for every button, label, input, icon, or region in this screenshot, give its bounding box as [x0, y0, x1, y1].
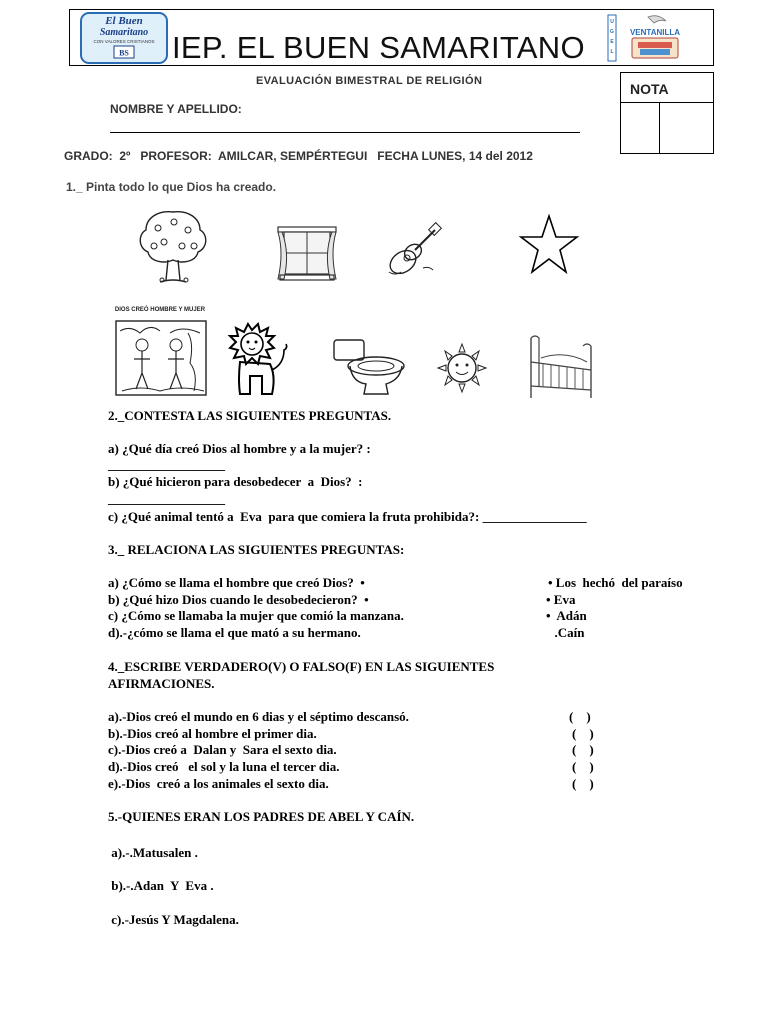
question-4-item-c: c).-Dios creó a Dalan y Sara el sexto dia.: [108, 742, 337, 757]
question-3-right-4[interactable]: .Caín: [548, 625, 585, 640]
question-5-option-c[interactable]: c).-Jesús Y Magdalena.: [108, 912, 239, 927]
star-icon[interactable]: [519, 212, 579, 276]
window-icon[interactable]: [276, 225, 338, 283]
name-answer-line[interactable]: [110, 132, 580, 133]
grade-teacher-date-line: GRADO: 2º PROFESOR: AMILCAR, SEMPÉRTEGUI FECHA LUNES, 14 del 2012: [64, 149, 533, 163]
question-2a-answer-line[interactable]: __________________: [108, 457, 225, 472]
question-4-mark-e[interactable]: ( ): [572, 776, 594, 791]
name-label: NOMBRE Y APELLIDO:: [110, 102, 242, 116]
question-2-title: 2._CONTESTA LAS SIGUIENTES PREGUNTAS.: [108, 408, 392, 423]
lion-icon[interactable]: [218, 320, 290, 400]
logo-text-3: CON VALORES CRISTIANOS: [93, 39, 155, 44]
toilet-icon[interactable]: [330, 336, 410, 398]
school-logo-left: [80, 12, 168, 64]
adam-eve-icon[interactable]: [110, 303, 210, 399]
logo-text-4: BS: [119, 48, 129, 58]
question-4-mark-c[interactable]: ( ): [572, 742, 594, 757]
svg-text:U: U: [610, 19, 614, 25]
question-3-title: 3._ RELACIONA LAS SIGUIENTES PREGUNTAS:: [108, 542, 405, 557]
school-logo-right: [600, 11, 710, 65]
question-1-prompt: 1._ Pinta todo lo que Dios ha creado.: [66, 180, 277, 194]
question-3-left-c: c) ¿Cómo se llamaba la mujer que comió la manzana.: [108, 608, 404, 623]
logo-text-2: Samaritano: [99, 27, 149, 38]
question-4-mark-b[interactable]: ( ): [572, 726, 594, 741]
exam-title: EVALUACIÓN BIMESTRAL DE RELIGIÓN: [256, 75, 483, 87]
svg-text:L: L: [610, 49, 614, 55]
question-2b: b) ¿Qué hicieron para desobedecer a Dios? :: [108, 474, 363, 489]
question-3-left-d: d).-¿cómo se llama el que mató a su hermano.: [108, 625, 361, 640]
adam-eve-caption: DIOS CREÓ HOMBRE Y MUJER: [114, 307, 206, 313]
question-2c: c) ¿Qué animal tentó a Eva para que comiera la fruta prohibida?: ________________: [108, 509, 587, 524]
question-4-title-line2: AFIRMACIONES.: [108, 676, 215, 691]
crib-icon[interactable]: [525, 332, 597, 402]
question-4-mark-a[interactable]: ( ): [569, 709, 591, 724]
guitar-icon[interactable]: [383, 222, 443, 278]
question-3-left-b: b) ¿Qué hizo Dios cuando le desobedecieron? •: [108, 592, 369, 607]
logo-text-1: El Buen: [105, 15, 143, 27]
question-4-item-a: a).-Dios creó el mundo en 6 dias y el séptimo descansó.: [108, 709, 409, 724]
grade-box-column-divider: [659, 102, 660, 154]
question-4-item-b: b).-Dios creó al hombre el primer dia.: [108, 726, 317, 741]
question-3-right-3[interactable]: • Adán: [546, 608, 587, 623]
sun-icon[interactable]: [432, 340, 492, 396]
school-title: IEP. EL BUEN SAMARITANO: [172, 30, 585, 65]
question-4-item-d: d).-Dios creó el sol y la luna el tercer dia.: [108, 759, 340, 774]
question-2b-answer-line[interactable]: __________________: [108, 491, 225, 506]
question-5-option-a[interactable]: a).-.Matusalen .: [108, 845, 198, 860]
question-4-title-line1: 4._ESCRIBE VERDADERO(V) O FALSO(F) EN LAS SIGUIENTES: [108, 659, 495, 674]
question-3-right-1[interactable]: • Los hechó del paraíso: [548, 575, 683, 590]
svg-text:E: E: [610, 39, 614, 45]
grade-label: NOTA: [630, 81, 669, 97]
question-4-mark-d[interactable]: ( ): [572, 759, 594, 774]
question-2a: a) ¿Qué día creó Dios al hombre y a la mujer? :: [108, 441, 371, 456]
question-4-item-e: e).-Dios creó a los animales el sexto dia.: [108, 776, 329, 791]
logo-right-label: VENTANILLA: [629, 28, 681, 37]
tree-icon[interactable]: [134, 206, 212, 286]
svg-text:G: G: [610, 29, 614, 35]
question-3-left-a: a) ¿Cómo se llama el hombre que creó Dios? •: [108, 575, 365, 590]
question-3-right-2[interactable]: • Eva: [546, 592, 576, 607]
grade-box-divider: [620, 102, 714, 103]
question-5-option-b[interactable]: b).-.Adan Y Eva .: [108, 878, 214, 893]
question-5-title: 5.-QUIENES ERAN LOS PADRES DE ABEL Y CAÍN.: [108, 809, 415, 824]
